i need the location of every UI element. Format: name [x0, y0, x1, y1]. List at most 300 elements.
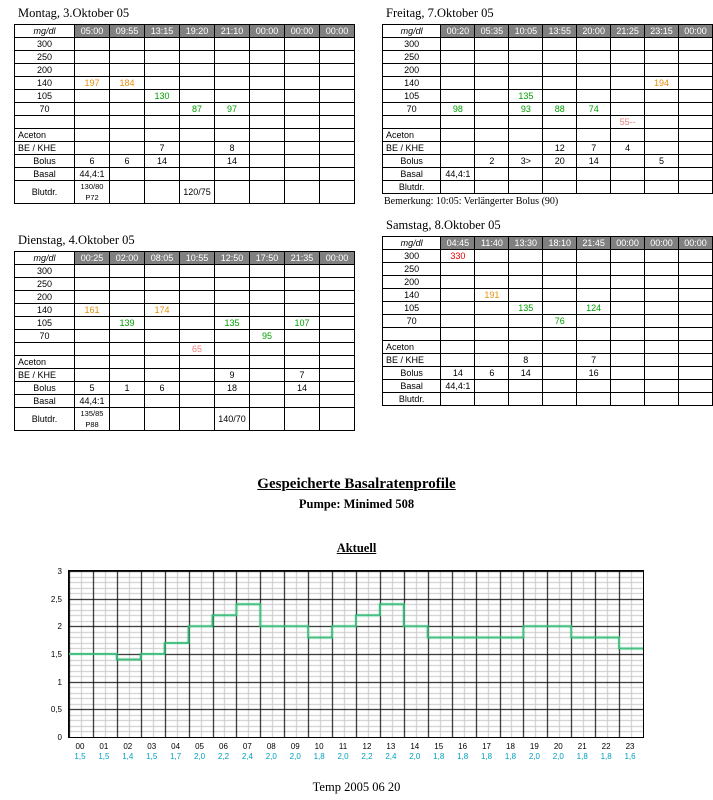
value-cell	[577, 51, 611, 64]
value-cell	[475, 64, 509, 77]
value-cell	[320, 408, 355, 431]
time-header-cell: 21:35	[285, 252, 320, 265]
x-axis-value: 1,8	[457, 752, 469, 761]
row-label: 250	[383, 51, 441, 64]
value-cell	[509, 276, 543, 289]
day-table	[382, 24, 713, 194]
day-table-container	[14, 251, 355, 431]
value-cell	[441, 155, 475, 168]
x-axis-value: 2,0	[528, 752, 540, 761]
value-cell	[110, 395, 145, 408]
time-header-cell: 21:45	[577, 237, 611, 250]
time-header-cell: 12:50	[215, 252, 250, 265]
value-cell	[320, 168, 355, 181]
value-cell	[110, 408, 145, 431]
table-row	[15, 291, 355, 304]
x-axis-hour: 20	[553, 742, 563, 751]
value-cell	[475, 129, 509, 142]
row-label: Bolus	[15, 155, 75, 168]
day-block-montag	[14, 6, 355, 206]
value-cell	[250, 317, 285, 330]
value-cell	[441, 315, 475, 328]
value-cell	[475, 38, 509, 51]
value-cell: 97	[215, 103, 250, 116]
table-row	[383, 250, 713, 263]
value-cell: 7	[285, 369, 320, 382]
x-axis-value: 2,4	[241, 752, 253, 761]
value-cell	[543, 393, 577, 406]
value-cell	[145, 181, 180, 204]
x-axis-hour: 02	[123, 742, 133, 751]
x-axis-hour: 12	[362, 742, 372, 751]
y-axis-tick: 2	[57, 622, 62, 632]
unit-label: mg/dl	[383, 25, 441, 38]
value-cell	[250, 142, 285, 155]
table-row	[15, 181, 355, 204]
value-cell	[509, 289, 543, 302]
x-axis-tick	[68, 742, 92, 761]
x-axis-tick	[618, 742, 642, 761]
basal-rate-chart	[0, 566, 713, 800]
x-axis-tick	[546, 742, 570, 761]
value-cell	[645, 354, 679, 367]
value-cell	[645, 393, 679, 406]
value-cell	[250, 155, 285, 168]
value-cell	[678, 354, 712, 367]
value-cell	[285, 51, 320, 64]
row-label: Bolus	[15, 382, 75, 395]
value-cell	[645, 263, 679, 276]
value-cell	[75, 369, 110, 382]
value-cell	[645, 276, 679, 289]
value-cell	[215, 181, 250, 204]
value-cell	[320, 382, 355, 395]
row-label: 140	[383, 77, 441, 90]
value-cell	[320, 181, 355, 204]
row-label: Blutdr.	[15, 408, 75, 431]
value-cell	[475, 393, 509, 406]
value-cell	[145, 278, 180, 291]
value-cell	[320, 38, 355, 51]
value-cell	[577, 263, 611, 276]
table-row	[15, 382, 355, 395]
row-label: 140	[383, 289, 441, 302]
value-cell	[509, 380, 543, 393]
x-axis-tick	[331, 742, 355, 761]
time-header-cell: 10:05	[509, 25, 543, 38]
value-cell	[215, 77, 250, 90]
value-cell: 44,4:1	[75, 395, 110, 408]
table-header-row	[15, 252, 355, 265]
x-axis-tick	[594, 742, 618, 761]
day-title: Freitag, 7.Oktober 05	[386, 6, 494, 20]
x-axis-hour: 07	[242, 742, 252, 751]
value-cell	[441, 38, 475, 51]
value-cell	[285, 330, 320, 343]
value-cell	[679, 168, 713, 181]
value-cell	[543, 263, 577, 276]
value-cell	[441, 116, 475, 129]
value-cell	[145, 51, 180, 64]
row-label: Blutdr.	[15, 181, 75, 204]
time-header-cell: 00:00	[320, 252, 355, 265]
value-cell: 98	[441, 103, 475, 116]
value-cell	[180, 356, 215, 369]
value-cell	[180, 168, 215, 181]
row-label: 300	[15, 265, 75, 278]
value-cell	[543, 302, 577, 315]
value-cell	[285, 265, 320, 278]
value-cell	[320, 77, 355, 90]
x-axis-value: 2,4	[385, 752, 397, 761]
value-cell	[250, 382, 285, 395]
value-cell	[110, 304, 145, 317]
table-row	[15, 129, 355, 142]
value-cell	[145, 77, 180, 90]
value-cell	[110, 181, 145, 204]
value-cell	[611, 168, 645, 181]
value-cell	[611, 276, 645, 289]
day-block-samstag	[382, 218, 713, 408]
value-cell: 194	[645, 77, 679, 90]
value-cell	[250, 90, 285, 103]
value-cell	[509, 341, 543, 354]
value-cell	[645, 103, 679, 116]
value-cell	[285, 395, 320, 408]
row-label: Aceton	[15, 356, 75, 369]
value-cell	[215, 356, 250, 369]
value-cell	[145, 265, 180, 278]
x-axis-tick	[235, 742, 259, 761]
value-cell: 120/75	[180, 181, 215, 204]
value-cell	[679, 64, 713, 77]
value-cell	[250, 129, 285, 142]
day-table	[382, 236, 713, 406]
x-axis-tick	[451, 742, 475, 761]
x-axis-tick	[92, 742, 116, 761]
value-cell	[509, 142, 543, 155]
x-axis-tick	[475, 742, 499, 761]
value-cell: 14	[145, 155, 180, 168]
x-axis-hour: 14	[410, 742, 420, 751]
x-axis-hour: 05	[195, 742, 204, 751]
value-cell	[320, 116, 355, 129]
value-cell: 161	[75, 304, 110, 317]
value-cell	[611, 367, 645, 380]
value-cell	[611, 155, 645, 168]
value-cell	[679, 51, 713, 64]
time-header-cell: 17:50	[250, 252, 285, 265]
value-cell	[475, 276, 509, 289]
table-row	[15, 278, 355, 291]
value-cell: 140/70	[215, 408, 250, 431]
table-header-row	[383, 237, 713, 250]
value-cell	[285, 155, 320, 168]
value-cell	[645, 142, 679, 155]
time-header-cell: 00:00	[611, 237, 645, 250]
value-cell	[611, 328, 645, 341]
value-cell	[145, 369, 180, 382]
table-row	[15, 64, 355, 77]
y-axis-tick: 1	[57, 677, 62, 687]
table-row	[15, 356, 355, 369]
value-cell	[180, 395, 215, 408]
value-cell	[543, 341, 577, 354]
table-row	[383, 341, 713, 354]
x-axis-value: 1,6	[624, 752, 636, 761]
value-cell	[509, 250, 543, 263]
row-label	[383, 328, 441, 341]
row-label: 300	[383, 250, 441, 263]
value-cell: 130	[145, 90, 180, 103]
value-cell: 135	[509, 90, 543, 103]
value-cell	[645, 90, 679, 103]
value-cell	[250, 291, 285, 304]
x-axis-tick	[116, 742, 140, 761]
x-axis-tick	[403, 742, 427, 761]
value-cell	[577, 250, 611, 263]
value-cell	[543, 64, 577, 77]
value-cell	[320, 356, 355, 369]
x-axis-value: 2,0	[193, 752, 206, 761]
table-row	[383, 38, 713, 51]
value-cell	[215, 38, 250, 51]
value-cell	[475, 302, 509, 315]
unit-label: mg/dl	[383, 237, 441, 250]
table-row	[383, 328, 713, 341]
value-cell	[611, 181, 645, 194]
value-cell	[475, 354, 509, 367]
value-cell	[441, 393, 475, 406]
row-label: Basal	[383, 168, 441, 181]
row-label: Aceton	[15, 129, 75, 142]
table-row	[15, 265, 355, 278]
value-cell	[285, 278, 320, 291]
value-cell	[441, 263, 475, 276]
value-cell	[543, 129, 577, 142]
value-cell	[441, 181, 475, 194]
basal-profiles-heading	[0, 476, 713, 493]
unit-label: mg/dl	[15, 252, 75, 265]
value-cell	[678, 276, 712, 289]
value-cell	[110, 330, 145, 343]
value-cell	[645, 129, 679, 142]
value-cell	[441, 142, 475, 155]
value-cell	[180, 291, 215, 304]
table-row	[383, 354, 713, 367]
value-cell	[145, 343, 180, 356]
value-cell	[577, 181, 611, 194]
chart-subtitle	[0, 541, 713, 556]
value-cell	[577, 64, 611, 77]
value-cell: 139	[110, 317, 145, 330]
table-row	[383, 393, 713, 406]
table-row	[15, 369, 355, 382]
x-axis-tick	[140, 742, 164, 761]
time-header-cell: 00:00	[320, 25, 355, 38]
value-cell	[679, 181, 713, 194]
table-row	[15, 343, 355, 356]
value-cell	[215, 51, 250, 64]
footer-date: Temp 2005 06 20	[312, 780, 401, 794]
value-cell	[110, 116, 145, 129]
value-cell: 7	[577, 354, 611, 367]
x-axis-value: 1,4	[122, 752, 134, 761]
value-cell	[215, 168, 250, 181]
value-cell	[645, 367, 679, 380]
value-cell	[611, 341, 645, 354]
row-label: Blutdr.	[383, 181, 441, 194]
value-cell	[475, 77, 509, 90]
value-cell: 88	[543, 103, 577, 116]
time-header-cell: 19:20	[180, 25, 215, 38]
value-cell	[611, 380, 645, 393]
day-table-container	[382, 24, 713, 194]
value-cell	[543, 181, 577, 194]
time-header-cell: 02:00	[110, 252, 145, 265]
value-cell: 174	[145, 304, 180, 317]
table-row	[383, 380, 713, 393]
value-cell	[110, 129, 145, 142]
time-header-cell: 10:55	[180, 252, 215, 265]
x-axis-value: 2,2	[217, 752, 230, 761]
time-header-cell: 18:10	[543, 237, 577, 250]
value-cell	[611, 64, 645, 77]
value-cell	[180, 369, 215, 382]
time-header-cell: 13:30	[509, 237, 543, 250]
x-axis-tick	[570, 742, 594, 761]
value-cell: 8	[215, 142, 250, 155]
value-cell	[75, 116, 110, 129]
value-cell: 20	[543, 155, 577, 168]
basal-profiles-heading-text: Gespeicherte Basalratenprofile	[257, 476, 456, 492]
value-cell	[215, 116, 250, 129]
value-cell	[285, 38, 320, 51]
value-cell	[679, 90, 713, 103]
value-cell	[475, 263, 509, 276]
value-cell	[509, 38, 543, 51]
x-axis-tick	[188, 742, 212, 761]
value-cell	[441, 328, 475, 341]
value-cell	[75, 291, 110, 304]
row-label: Bolus	[383, 155, 441, 168]
value-cell	[285, 408, 320, 431]
x-axis-hour: 06	[219, 742, 228, 751]
time-header-cell: 13:55	[543, 25, 577, 38]
value-cell	[285, 77, 320, 90]
time-header-cell: 00:25	[75, 252, 110, 265]
value-cell	[509, 77, 543, 90]
value-cell	[475, 315, 509, 328]
value-cell	[645, 250, 679, 263]
value-cell	[180, 90, 215, 103]
day-note: Bemerkung: 10:05: Verlängerter Bolus (90)	[384, 196, 559, 207]
value-cell	[145, 168, 180, 181]
table-row	[383, 181, 713, 194]
value-cell	[180, 330, 215, 343]
value-cell	[250, 103, 285, 116]
value-cell	[250, 304, 285, 317]
day-table	[14, 24, 355, 204]
value-cell: 184	[110, 77, 145, 90]
row-label: 105	[15, 90, 75, 103]
row-label: 105	[383, 90, 441, 103]
table-row	[15, 38, 355, 51]
value-cell	[475, 90, 509, 103]
row-label: BE / KHE	[15, 369, 75, 382]
value-cell	[215, 395, 250, 408]
value-cell	[475, 341, 509, 354]
value-cell	[75, 90, 110, 103]
value-cell	[679, 129, 713, 142]
table-row	[15, 142, 355, 155]
day-block-dienstag	[14, 233, 355, 433]
value-cell	[543, 250, 577, 263]
value-cell	[320, 129, 355, 142]
value-cell	[180, 51, 215, 64]
value-cell	[320, 369, 355, 382]
x-axis-value: 1,5	[146, 752, 158, 761]
chart-canvas	[69, 571, 643, 737]
value-cell	[611, 250, 645, 263]
row-label	[15, 116, 75, 129]
value-cell	[320, 395, 355, 408]
value-cell: 44,4:1	[75, 168, 110, 181]
x-axis-tick	[379, 742, 403, 761]
value-cell: 44,4:1	[441, 168, 475, 181]
value-cell	[145, 356, 180, 369]
x-axis-tick	[498, 742, 522, 761]
value-cell	[543, 328, 577, 341]
value-cell	[611, 315, 645, 328]
value-cell	[215, 343, 250, 356]
value-cell	[645, 38, 679, 51]
table-row	[383, 168, 713, 181]
value-cell	[110, 265, 145, 278]
row-label: Basal	[383, 380, 441, 393]
value-cell	[645, 302, 679, 315]
y-axis-tick: 2,5	[50, 594, 62, 604]
row-label: 70	[15, 103, 75, 116]
x-axis-hour: 13	[386, 742, 396, 751]
value-cell	[285, 142, 320, 155]
value-cell	[145, 330, 180, 343]
value-cell	[320, 155, 355, 168]
x-axis-value: 2,0	[289, 752, 301, 761]
row-label: BE / KHE	[383, 142, 441, 155]
value-cell	[180, 116, 215, 129]
value-cell	[611, 354, 645, 367]
day-table	[14, 251, 355, 431]
chart-wrapper	[0, 566, 713, 800]
x-axis-value: 2,0	[409, 752, 421, 761]
value-cell: 12	[543, 142, 577, 155]
value-cell	[180, 278, 215, 291]
value-cell	[611, 393, 645, 406]
value-cell: 76	[543, 315, 577, 328]
value-cell	[509, 393, 543, 406]
value-cell	[543, 276, 577, 289]
value-cell	[645, 168, 679, 181]
value-cell: 4	[611, 142, 645, 155]
value-cell: 87	[180, 103, 215, 116]
day-table-container	[14, 24, 355, 204]
value-cell	[215, 278, 250, 291]
value-cell	[320, 317, 355, 330]
y-axis-tick: 1,5	[50, 650, 62, 659]
value-cell: 14	[577, 155, 611, 168]
value-cell	[543, 90, 577, 103]
